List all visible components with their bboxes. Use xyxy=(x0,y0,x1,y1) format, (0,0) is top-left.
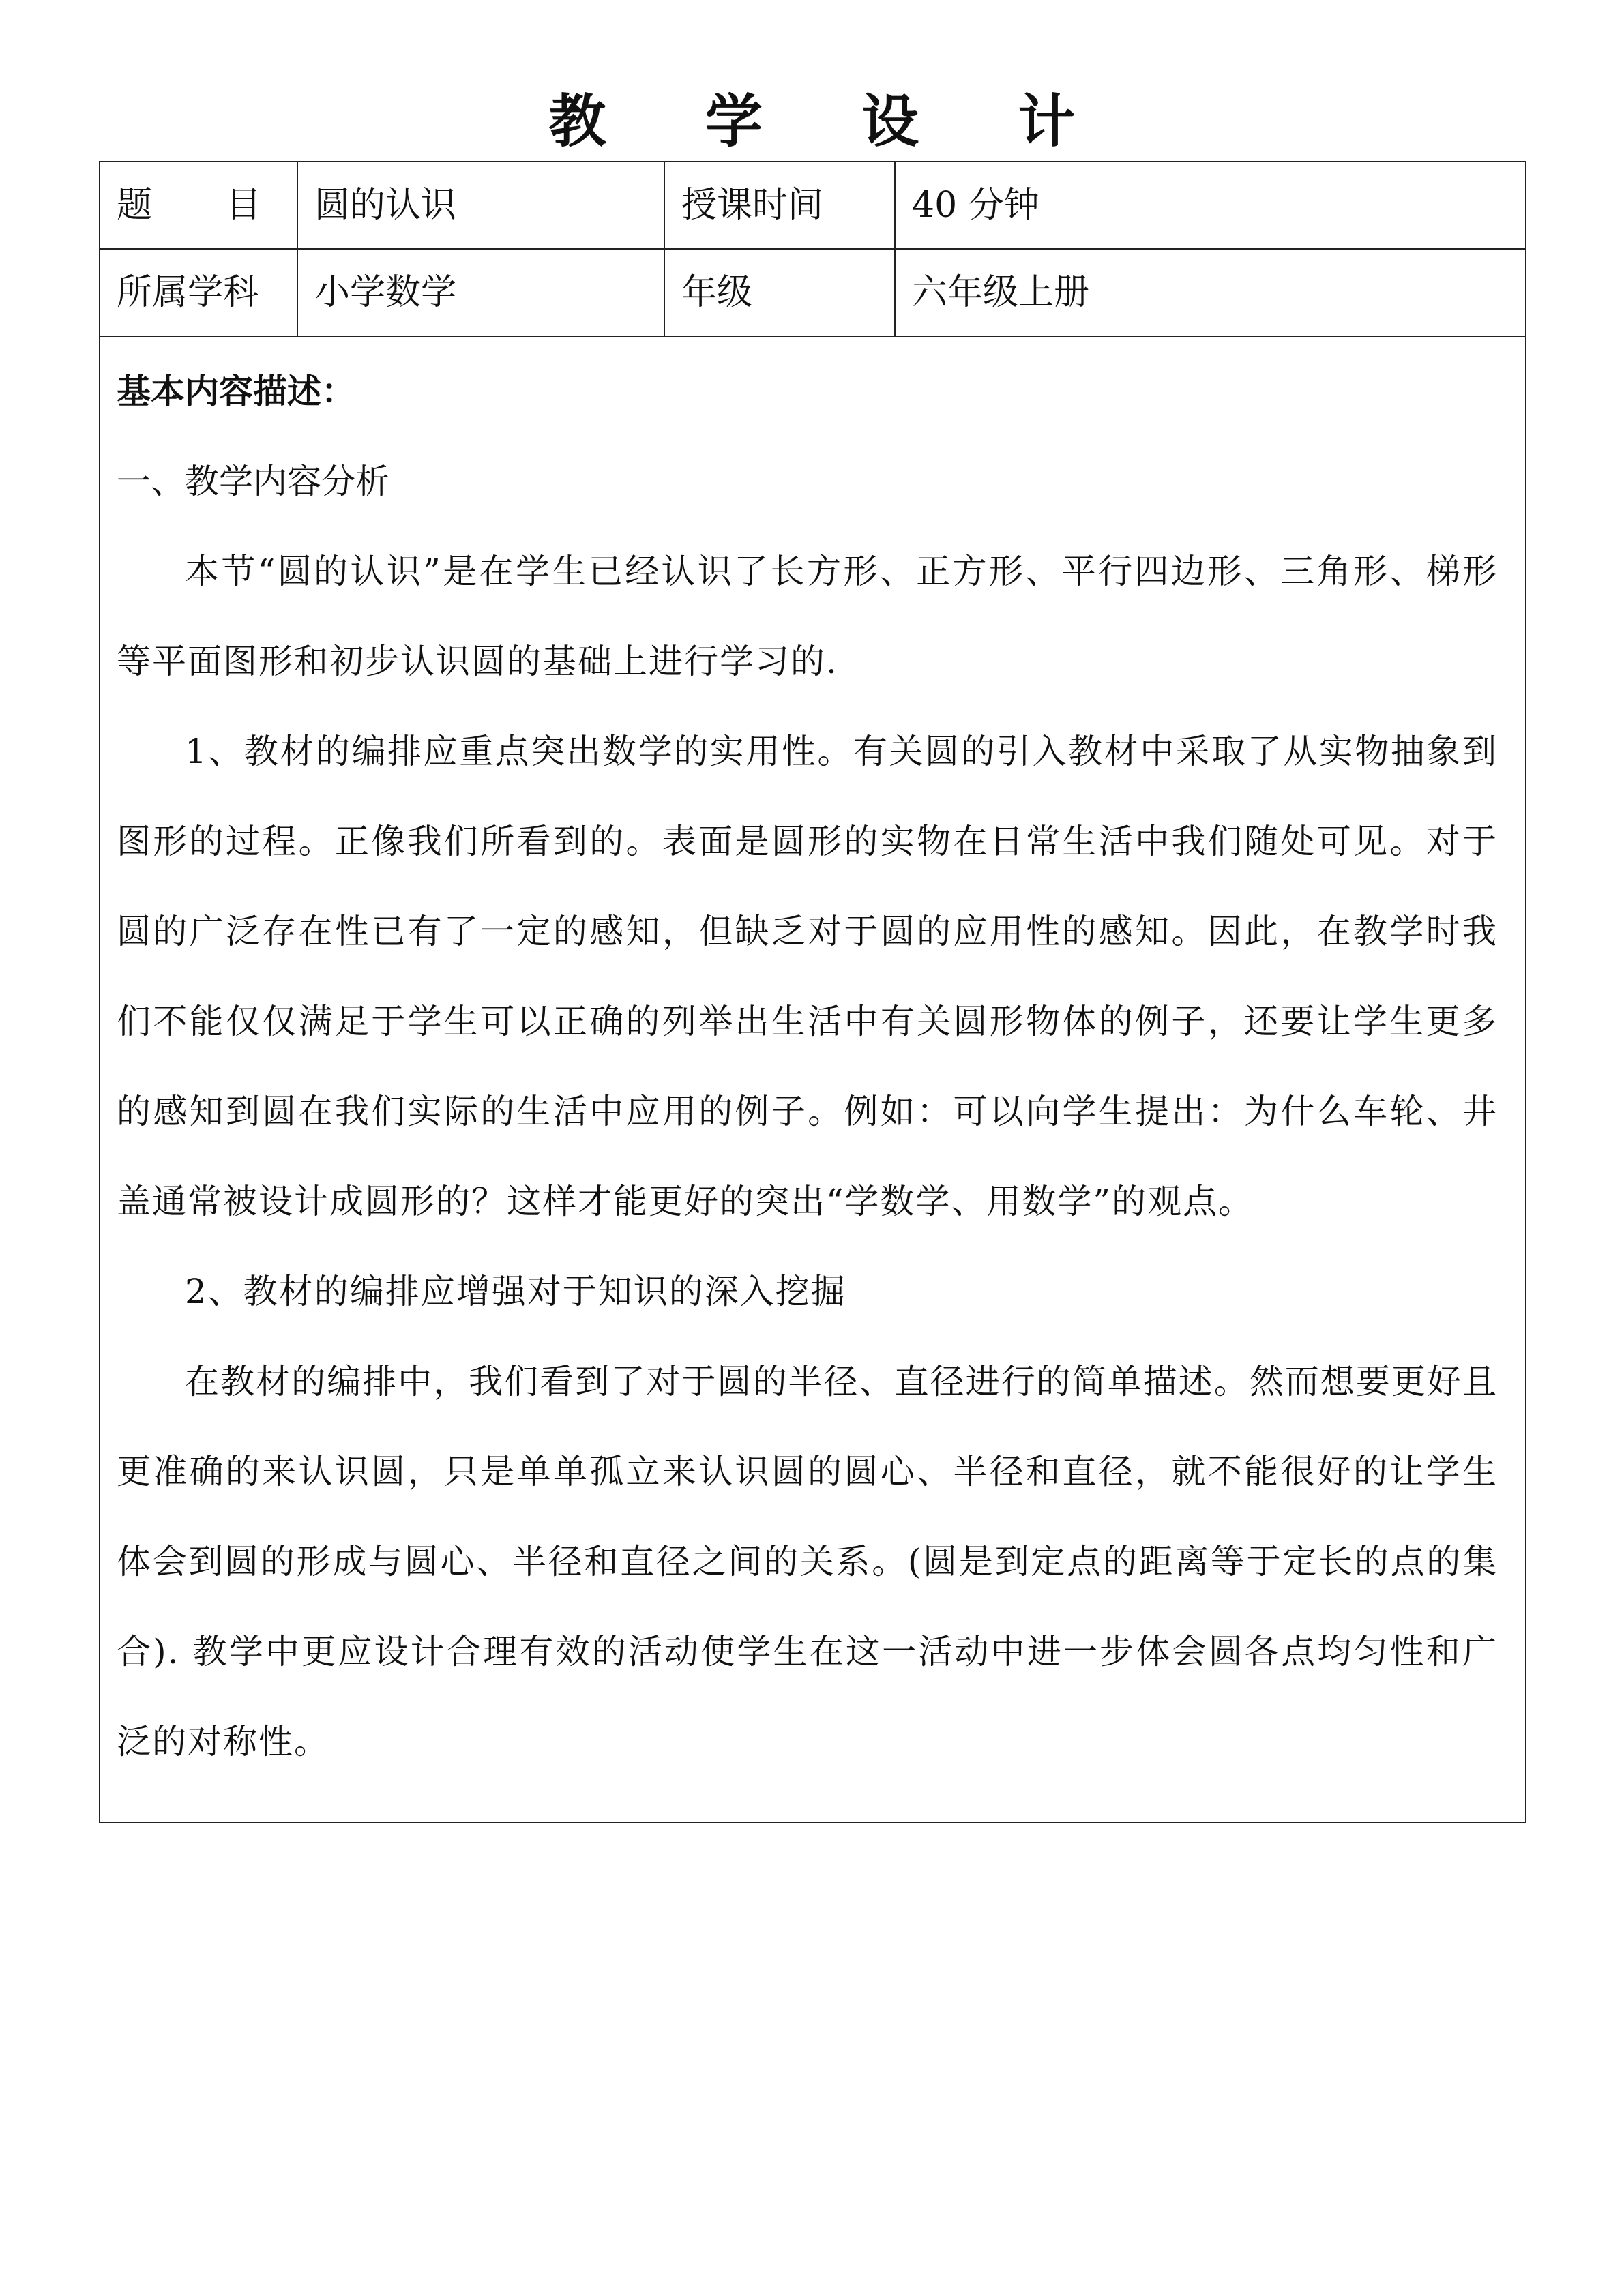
lesson-plan-table xyxy=(99,161,1526,1823)
table-row-subject xyxy=(100,249,1526,336)
section-title: 一、教学内容分析 xyxy=(117,462,389,501)
duration-label-cell xyxy=(664,162,895,249)
grade-value: 六年级上册 xyxy=(912,272,1090,313)
duration-value-cell xyxy=(895,162,1526,249)
paragraph-point-2-title: 2、教材的编排应增强对于知识的深入挖掘 xyxy=(185,1272,846,1311)
duration-label: 授课时间 xyxy=(681,185,824,226)
paragraph-intro: 本节“圆的认识”是在学生已经认识了长方形、正方形、平行四边形、三角形、梯形等平面图形和初步认识圆的基础上进行学习的. xyxy=(117,552,1498,681)
table-row-content xyxy=(100,336,1526,1823)
subject-label: 所属学科 xyxy=(117,272,259,313)
content-cell xyxy=(100,336,1526,1823)
grade-label-cell xyxy=(664,249,895,336)
subject-value-cell xyxy=(297,249,664,336)
paragraph-point-2-body: 在教材的编排中，我们看到了对于圆的半径、直径进行的简单描述。然而想要更好且更准确的来认识圆，只是单单孤立来认识圆的圆心、半径和直径，就不能很好的让学生体会到圆的形成与圆心、半径和直径之间的关系。(圆是到定点的距离等于定长的点的集合). 教学中更应设计合理有效的活动使学生在这一活动中进一步体会圆各点均匀性和广泛的对称性。 xyxy=(117,1362,1498,1761)
subject-label-cell xyxy=(100,249,297,336)
topic-value-cell xyxy=(297,162,664,249)
subject-value: 小学数学 xyxy=(314,272,457,313)
grade-label: 年级 xyxy=(681,272,753,313)
paragraph-point-1: 1、教材的编排应重点突出数学的实用性。有关圆的引入教材中采取了从实物抽象到图形的过程。正像我们所看到的。表面是圆形的实物在日常生活中我们随处可见。对于圆的广泛存在性已有了一定的感知，但缺乏对于圆的应用性的感知。因此，在教学时我们不能仅仅满足于学生可以正确的列举出生活中有关圆形物体的例子，还要让学生更多的感知到圆在我们实际的生活中应用的例子。例如：可以向学生提出：为什么车轮、井盖通常被设计成圆形的？这样才能更好的突出“学数学、用数学”的观点。 xyxy=(117,732,1498,1221)
topic-label-part1: 题 xyxy=(117,185,153,226)
topic-value: 圆的认识 xyxy=(314,185,457,226)
topic-label-cell xyxy=(100,162,297,249)
duration-value: 40 分钟 xyxy=(912,185,1039,226)
topic-label-part2: 目 xyxy=(225,185,261,226)
table-row-topic xyxy=(100,162,1526,249)
page-title: 教 学 设 计 xyxy=(548,88,1115,155)
topic-label xyxy=(100,185,297,226)
grade-value-cell xyxy=(895,249,1526,336)
content-heading: 基本内容描述： xyxy=(117,372,355,411)
